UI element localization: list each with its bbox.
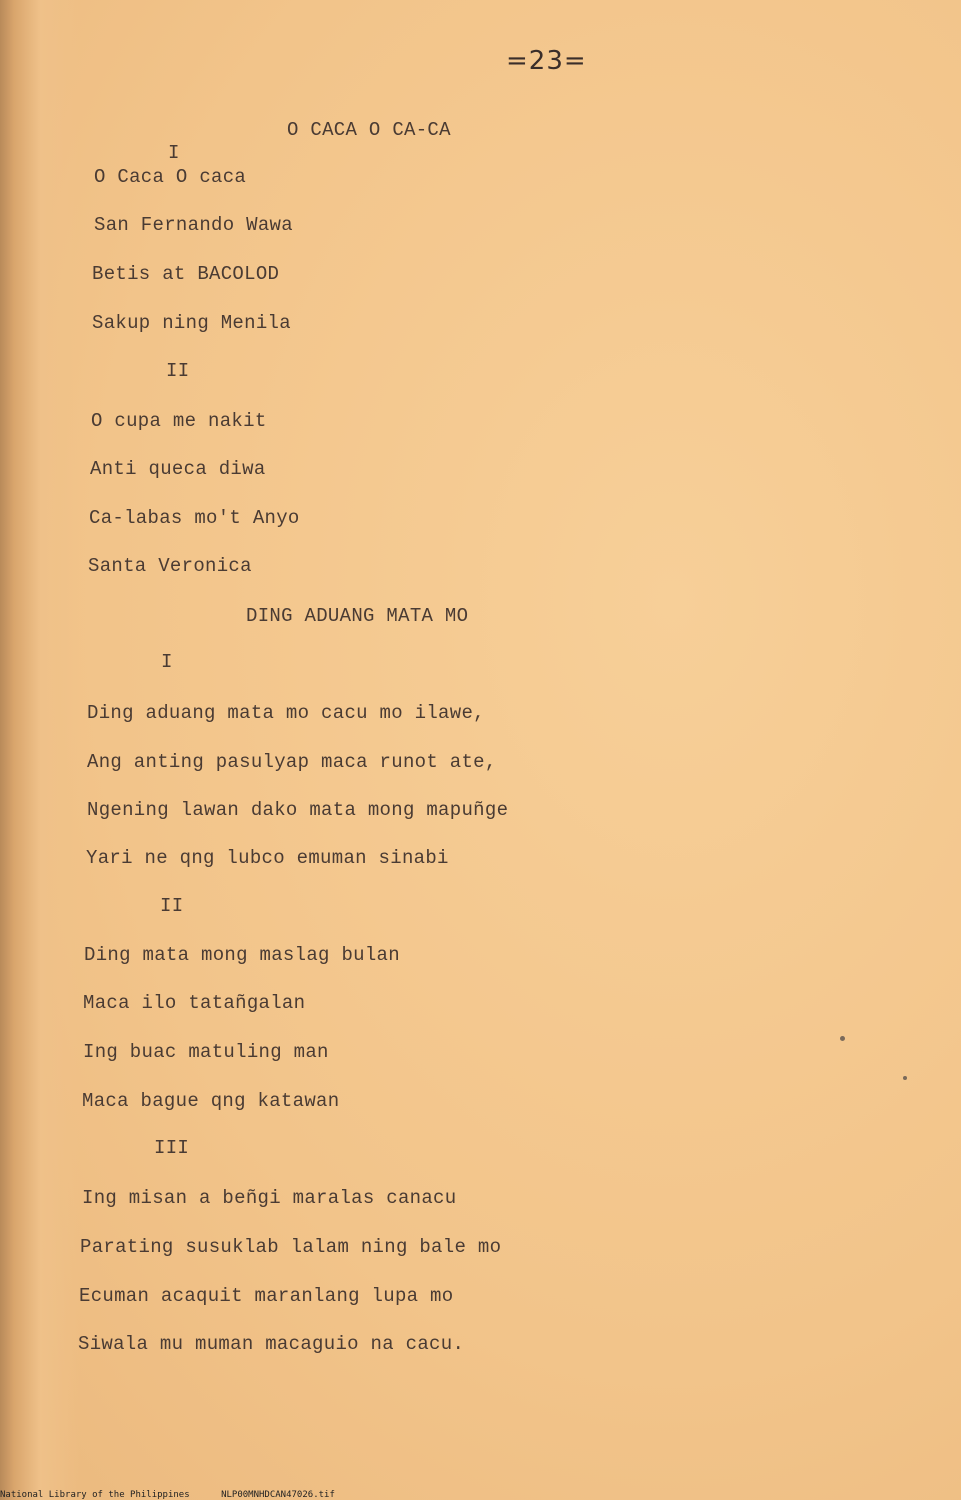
verse-line: San Fernando Wawa — [94, 214, 293, 236]
verse-line: Yari ne qng lubco emuman sinabi — [86, 847, 449, 869]
verse-line: Ang anting pasulyap maca runot ate, — [87, 751, 497, 773]
verse-line: Ca-labas mo't Anyo — [89, 507, 300, 529]
verse-line: Ing misan a beñgi maralas canacu — [82, 1187, 457, 1209]
paper-speck — [840, 1036, 845, 1041]
page-number: =23= — [506, 46, 587, 76]
footer-institution: National Library of the Philippines — [0, 1490, 190, 1500]
song-title: DING ADUANG MATA MO — [246, 605, 469, 627]
song-title: O CACA O CA-CA — [287, 119, 451, 141]
verse-line: Maca bague qng katawan — [82, 1090, 340, 1112]
verse-numeral: III — [154, 1137, 190, 1159]
verse-line: Parating susuklab lalam ning bale mo — [80, 1236, 502, 1258]
verse-line: O Caca O caca — [94, 166, 247, 188]
verse-line: Sakup ning Menila — [92, 312, 291, 334]
verse-line: Maca ilo tatañgalan — [83, 992, 306, 1014]
verse-line: Siwala mu muman macaguio na cacu. — [78, 1333, 465, 1355]
verse-line: Ing buac matuling man — [83, 1041, 329, 1063]
verse-numeral: I — [161, 651, 173, 673]
verse-line: Ding aduang mata mo cacu mo ilawe, — [87, 702, 485, 724]
verse-numeral: I — [168, 142, 180, 164]
footer-filename: NLP00MNHDCAN47026.tif — [221, 1490, 335, 1500]
verse-numeral: II — [166, 360, 190, 382]
verse-line: Anti queca diwa — [90, 458, 266, 480]
scan-footer — [0, 1490, 361, 1500]
verse-line: Betis at BACOLOD — [92, 263, 280, 285]
verse-line: Santa Veronica — [88, 555, 252, 577]
verse-line: Ding mata mong maslag bulan — [84, 944, 400, 966]
verse-numeral: II — [160, 895, 184, 917]
paper-speck — [903, 1076, 907, 1080]
verse-line: O cupa me nakit — [91, 410, 267, 432]
verse-line: Ngening lawan dako mata mong mapuñge — [87, 799, 509, 821]
verse-line: Ecuman acaquit maranlang lupa mo — [79, 1285, 454, 1307]
